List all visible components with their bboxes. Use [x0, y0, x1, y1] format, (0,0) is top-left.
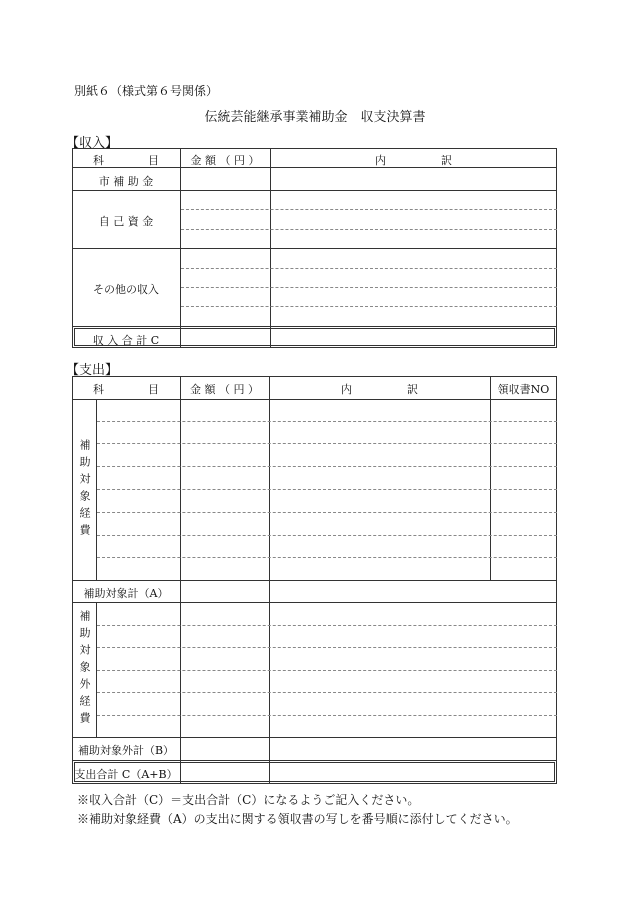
expense-header-detail: 内 訳 — [341, 383, 418, 396]
income-header-item: 科 目 — [93, 154, 159, 167]
expense-section-label: 【支出】 — [66, 363, 119, 378]
expense-row-eligible: 補助対象経費 — [78, 438, 91, 541]
expense-row-ineligible-total: 補助対象外計（B） — [77, 744, 175, 757]
income-section-label: 【収入】 — [66, 136, 119, 151]
income-row-total: 収 入 合 計 C — [92, 334, 160, 347]
expense-row-total: 支出合計 C（A+B） — [74, 768, 178, 781]
expense-header-item: 科 目 — [93, 383, 159, 396]
note-1: ※収入合計（C）＝支出合計（C）になるようご記入ください。 — [77, 793, 420, 807]
income-row-other: その他の収入 — [93, 283, 159, 296]
income-header-detail: 内 訳 — [375, 154, 452, 167]
expense-row-eligible-total: 補助対象計（A） — [83, 587, 169, 600]
expense-header-amount: 金 額 （ 円 ） — [190, 383, 259, 396]
income-row-city-subsidy: 市 補 助 金 — [98, 175, 154, 188]
expense-header-receipt: 領収書NO — [497, 383, 550, 396]
income-row-own-funds: 自 己 資 金 — [98, 215, 154, 228]
note-2: ※補助対象経費（A）の支出に関する領収書の写しを番号順に添付してください。 — [77, 812, 518, 826]
expense-row-ineligible: 補助対象外経費 — [78, 610, 91, 729]
form-reference: 別紙６（様式第６号関係） — [74, 84, 219, 98]
page-title: 伝統芸能継承事業補助金 収支決算書 — [204, 110, 426, 125]
income-header-amount: 金 額 （ 円 ） — [190, 154, 260, 167]
